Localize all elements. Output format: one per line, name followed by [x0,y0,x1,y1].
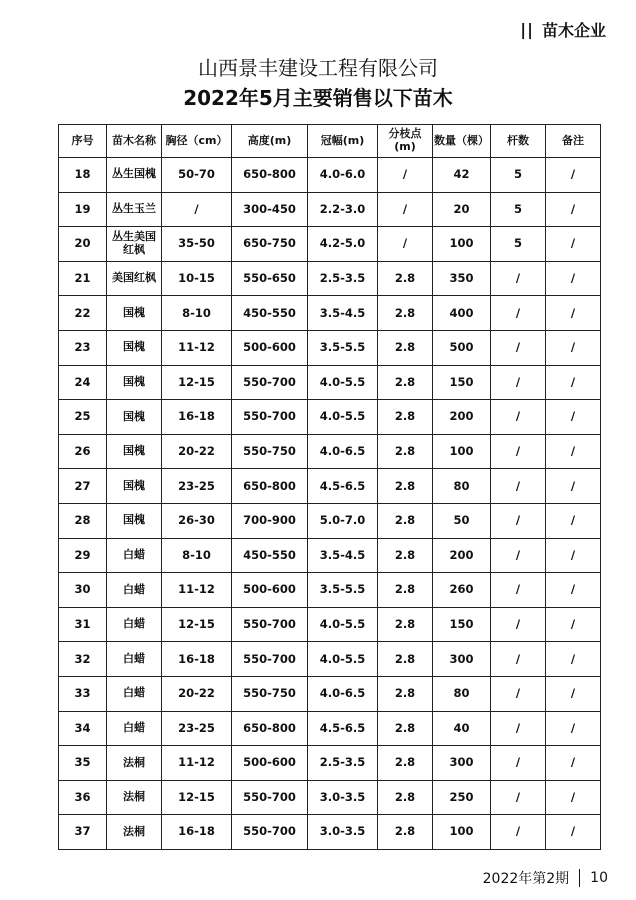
table-row [59,330,601,365]
table-cell: 2.8 [378,538,433,573]
table-cell: 16-18 [162,642,232,677]
table-cell: 550-650 [232,261,308,296]
table-cell: 丛生玉兰 [107,192,162,227]
table-cell: 450-550 [232,538,308,573]
table-cell: 法桐 [107,746,162,781]
table-cell: 3.5-5.5 [308,573,378,608]
column-header: 备注 [546,125,601,158]
table-cell: 80 [433,469,491,504]
table-cell: 260 [433,573,491,608]
table-cell: 32 [59,642,107,677]
table-cell: / [546,296,601,331]
issue-label: 2022年第2期 [482,871,570,887]
table-cell: 350 [433,261,491,296]
table-cell: 3.0-3.5 [308,780,378,815]
table-cell: / [491,365,546,400]
table-cell: / [378,227,433,262]
table-cell: 5.0-7.0 [308,503,378,538]
table-cell: 550-700 [232,642,308,677]
table-cell: 40 [433,711,491,746]
table-cell: 2.8 [378,503,433,538]
table-row [59,296,601,331]
column-header: 分枝点(m) [378,125,433,158]
table-cell: / [546,400,601,435]
table-cell: 2.5-3.5 [308,746,378,781]
table-cell: 33 [59,676,107,711]
table-cell: / [546,642,601,677]
table-cell: / [491,711,546,746]
table-cell: 5 [491,227,546,262]
table-cell: 100 [433,815,491,850]
table-cell: 650-750 [232,227,308,262]
table-cell: / [546,469,601,504]
table-cell: 400 [433,296,491,331]
table-cell: 20-22 [162,676,232,711]
section-tag [520,18,606,41]
table-cell: 4.0-5.5 [308,400,378,435]
table-cell: 650-800 [232,158,308,193]
table-cell: / [546,538,601,573]
table-cell: 21 [59,261,107,296]
table-cell: / [546,711,601,746]
table-cell: 2.8 [378,330,433,365]
table-cell: 2.8 [378,573,433,608]
table-cell: 11-12 [162,573,232,608]
table-row [59,434,601,469]
table-cell: 4.0-5.5 [308,607,378,642]
table-cell: 国槐 [107,434,162,469]
table-cell: 5 [491,192,546,227]
table-cell: 24 [59,365,107,400]
table-cell: 美国红枫 [107,261,162,296]
table-cell: 23-25 [162,711,232,746]
table-row [59,780,601,815]
table-cell: 500 [433,330,491,365]
table-cell: 50 [433,503,491,538]
table-cell: / [378,158,433,193]
table-cell: 100 [433,434,491,469]
table-cell: 550-700 [232,815,308,850]
table-row [59,607,601,642]
table-cell: / [546,503,601,538]
table-cell: 26-30 [162,503,232,538]
table-cell: 10-15 [162,261,232,296]
table-cell: 3.5-4.5 [308,296,378,331]
table-cell: 4.0-5.5 [308,365,378,400]
table-cell: / [546,746,601,781]
table-cell: 2.8 [378,711,433,746]
table-cell: 11-12 [162,746,232,781]
table-cell: / [491,503,546,538]
table-cell: / [546,192,601,227]
table-cell: / [546,676,601,711]
table-cell: 4.5-6.5 [308,711,378,746]
table-header-row [59,125,601,158]
table-cell: 法桐 [107,815,162,850]
table-row [59,158,601,193]
table-cell: 550-750 [232,434,308,469]
table-row [59,469,601,504]
table-cell: 550-700 [232,365,308,400]
table-cell: 500-600 [232,746,308,781]
table-cell: / [546,780,601,815]
table-cell: 白蜡 [107,676,162,711]
table-cell: 12-15 [162,780,232,815]
table-cell: 28 [59,503,107,538]
table-cell: 2.8 [378,642,433,677]
table-cell: / [491,330,546,365]
table-cell: / [491,676,546,711]
table-cell: 200 [433,538,491,573]
table-cell: 35-50 [162,227,232,262]
table-cell: 450-550 [232,296,308,331]
table-cell: / [491,746,546,781]
table-cell: 5 [491,158,546,193]
table-row [59,227,601,262]
table-row [59,815,601,850]
table-cell: 30 [59,573,107,608]
table-cell: 25 [59,400,107,435]
footer-divider [579,869,580,887]
table-cell: 8-10 [162,538,232,573]
table-row [59,400,601,435]
page-footer [483,868,608,888]
table-cell: 500-600 [232,330,308,365]
table-cell: / [546,815,601,850]
table-cell: / [491,780,546,815]
table-cell: / [546,158,601,193]
table-cell: 丛生美国红枫 [107,227,162,262]
table-cell: 丛生国槐 [107,158,162,193]
table-cell: 国槐 [107,365,162,400]
table-cell: 2.8 [378,815,433,850]
section-bars: || [520,20,534,39]
table-cell: 2.8 [378,746,433,781]
table-cell: / [546,227,601,262]
page-number: 10 [590,870,608,886]
table-cell: / [546,573,601,608]
section-label: 苗木企业 [541,21,606,40]
table-cell: 37 [59,815,107,850]
table-cell: 3.5-4.5 [308,538,378,573]
table-row [59,746,601,781]
table-cell: / [491,400,546,435]
table-cell: 150 [433,607,491,642]
table-cell: 4.0-5.5 [308,642,378,677]
table-cell: 2.8 [378,607,433,642]
table-cell: 国槐 [107,330,162,365]
table-cell: 8-10 [162,296,232,331]
table-cell: 23-25 [162,469,232,504]
table-cell: 35 [59,746,107,781]
table-cell: 700-900 [232,503,308,538]
table-cell: 白蜡 [107,538,162,573]
table-cell: 26 [59,434,107,469]
table-cell: / [491,607,546,642]
table-cell: / [491,538,546,573]
table-cell: / [546,607,601,642]
table-cell: 12-15 [162,365,232,400]
table-cell: 2.8 [378,296,433,331]
table-cell: 12-15 [162,607,232,642]
table-cell: 2.8 [378,261,433,296]
column-header: 杆数 [491,125,546,158]
table-cell: / [491,296,546,331]
table-cell: 20 [59,227,107,262]
table-cell: 国槐 [107,400,162,435]
table-cell: / [491,261,546,296]
column-header: 胸径（cm） [162,125,232,158]
table-cell: 16-18 [162,815,232,850]
table-cell: 650-800 [232,711,308,746]
table-cell: 250 [433,780,491,815]
table-cell: 3.0-3.5 [308,815,378,850]
table-cell: 2.8 [378,469,433,504]
table-cell: 2.8 [378,780,433,815]
table-cell: 2.8 [378,434,433,469]
table-cell: 650-800 [232,469,308,504]
table-cell: 23 [59,330,107,365]
table-cell: / [546,365,601,400]
table-cell: / [491,573,546,608]
table-cell: 300 [433,746,491,781]
table-cell: 550-700 [232,780,308,815]
table-cell: 31 [59,607,107,642]
table-cell: 国槐 [107,503,162,538]
table-cell: 18 [59,158,107,193]
table-cell: / [162,192,232,227]
table-cell: 20 [433,192,491,227]
table-row [59,503,601,538]
table-row [59,365,601,400]
table-row [59,538,601,573]
sales-title: 2022年5月主要销售以下苗木 [183,86,453,110]
table-cell: 国槐 [107,296,162,331]
table-cell: / [491,642,546,677]
table-cell: 国槐 [107,469,162,504]
table-cell: 22 [59,296,107,331]
table-cell: 2.8 [378,676,433,711]
table-cell: 550-700 [232,607,308,642]
table-cell: 300-450 [232,192,308,227]
table-cell: 2.8 [378,365,433,400]
column-header: 序号 [59,125,107,158]
table-cell: 20-22 [162,434,232,469]
table-cell: 50-70 [162,158,232,193]
table-cell: 4.0-6.5 [308,434,378,469]
table-cell: 16-18 [162,400,232,435]
table-cell: 2.8 [378,400,433,435]
table-cell: / [546,330,601,365]
seedling-table [58,124,601,850]
table-cell: 550-750 [232,676,308,711]
table-cell: 3.5-5.5 [308,330,378,365]
table-row [59,642,601,677]
table-row [59,573,601,608]
table-cell: / [546,261,601,296]
table-cell: 白蜡 [107,642,162,677]
table-cell: / [546,434,601,469]
table-cell: 4.2-5.0 [308,227,378,262]
column-header: 数量（棵） [433,125,491,158]
table-cell: 白蜡 [107,607,162,642]
table-cell: 300 [433,642,491,677]
table-cell: 100 [433,227,491,262]
table-cell: 36 [59,780,107,815]
table-cell: 4.0-6.5 [308,676,378,711]
table-cell: 27 [59,469,107,504]
table-cell: 11-12 [162,330,232,365]
column-header: 苗木名称 [107,125,162,158]
table-cell: 80 [433,676,491,711]
table-cell: 4.5-6.5 [308,469,378,504]
column-header: 高度(m) [232,125,308,158]
table-cell: 2.2-3.0 [308,192,378,227]
table-cell: 34 [59,711,107,746]
table-cell: 42 [433,158,491,193]
table-row [59,676,601,711]
table-row [59,261,601,296]
company-title: 山西景丰建设工程有限公司 [198,56,438,80]
table-cell: 白蜡 [107,711,162,746]
table-cell: 200 [433,400,491,435]
table-cell: 白蜡 [107,573,162,608]
table-cell: / [378,192,433,227]
table-cell: 19 [59,192,107,227]
table-cell: / [491,434,546,469]
table-cell: / [491,469,546,504]
table-cell: 550-700 [232,400,308,435]
table-cell: / [491,815,546,850]
table-row [59,192,601,227]
column-header: 冠幅(m) [308,125,378,158]
table-cell: 法桐 [107,780,162,815]
table-cell: 500-600 [232,573,308,608]
table-cell: 150 [433,365,491,400]
table-row [59,711,601,746]
table-cell: 29 [59,538,107,573]
table-cell: 4.0-6.0 [308,158,378,193]
table-cell: 2.5-3.5 [308,261,378,296]
